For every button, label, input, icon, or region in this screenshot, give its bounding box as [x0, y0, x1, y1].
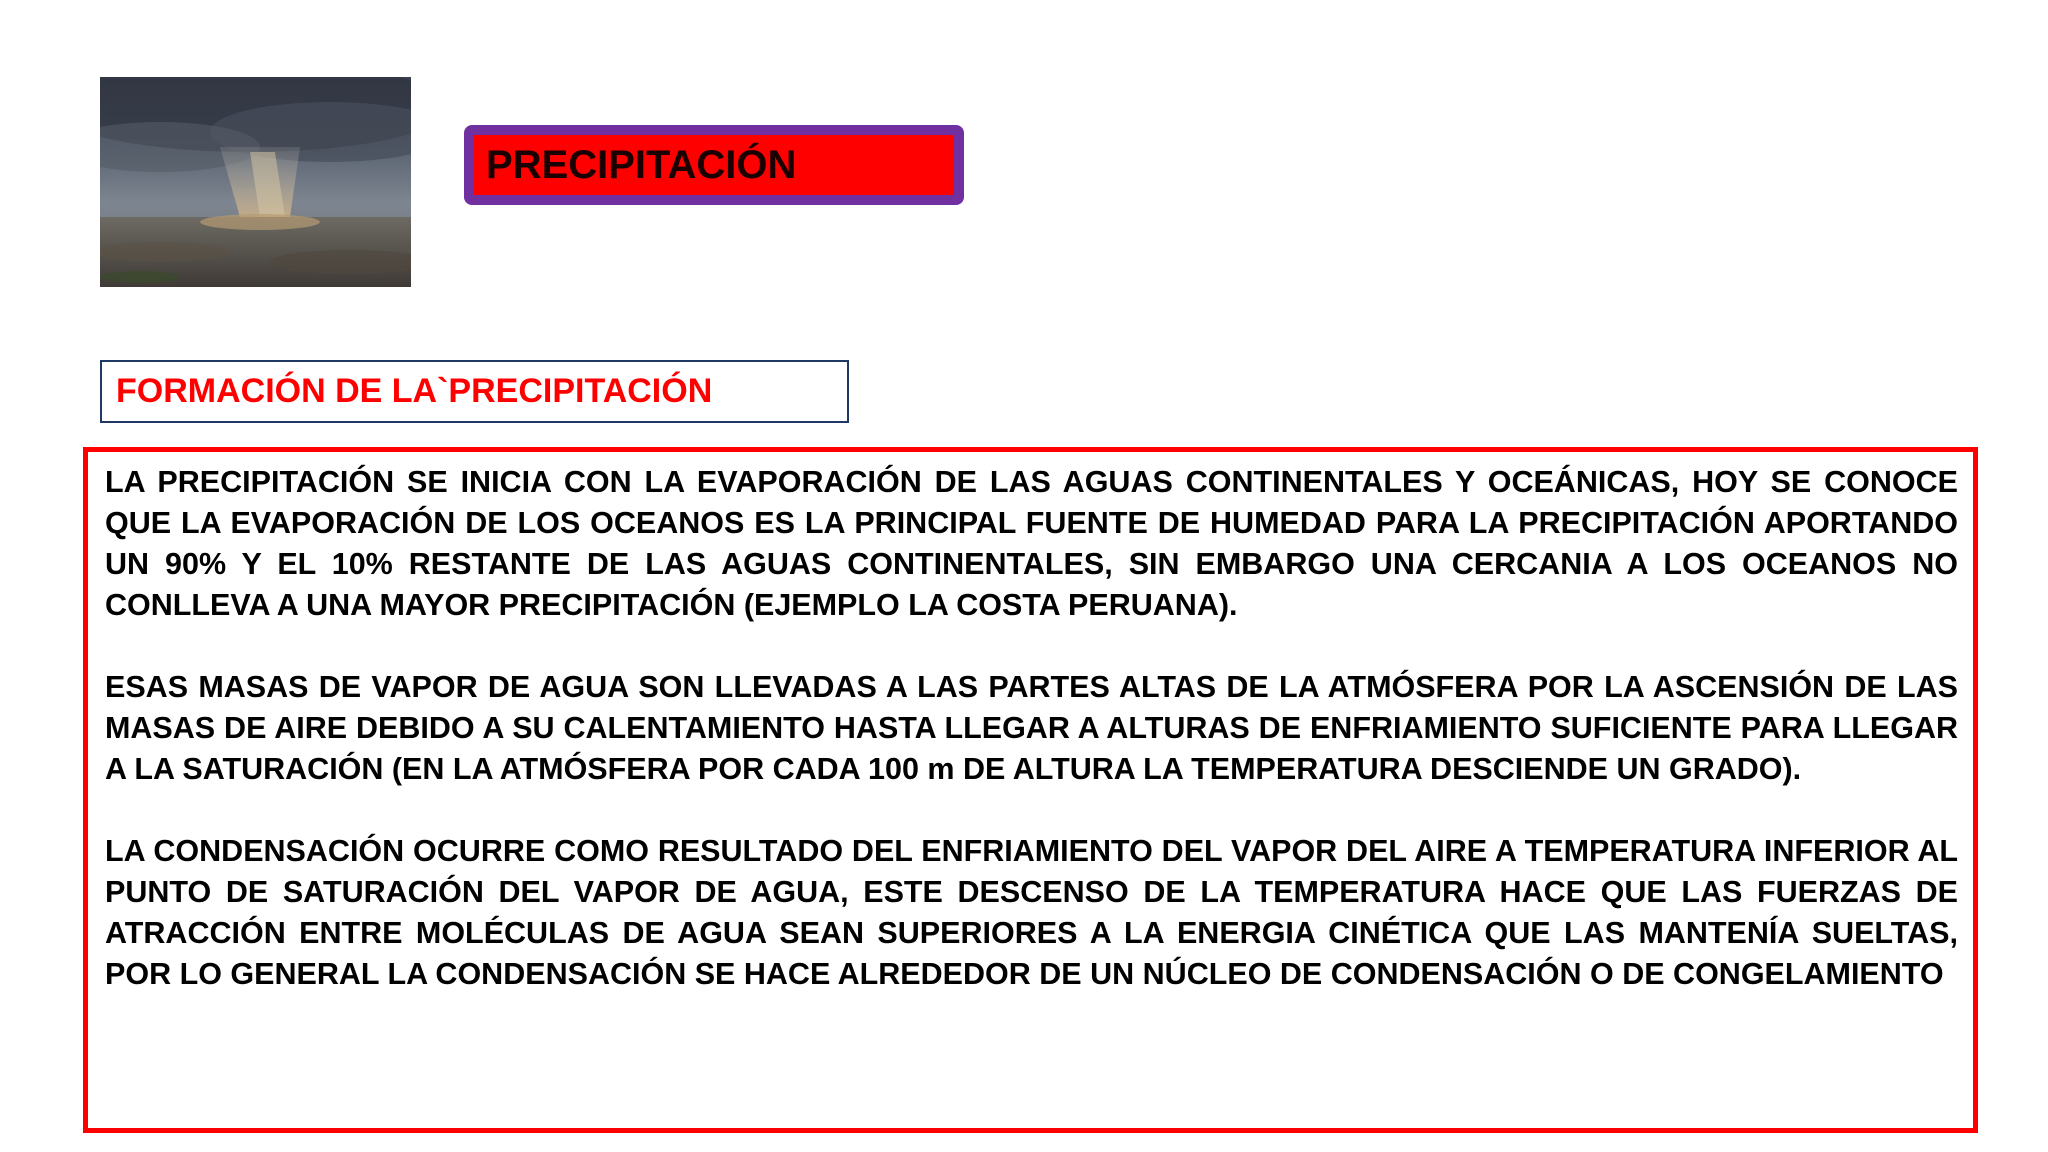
- paragraph-evaporation: LA PRECIPITACIÓN SE INICIA CON LA EVAPORACIÓN DE LAS AGUAS CONTINENTALES Y OCEÁNICAS, HOY SE CONOCE QUE LA EVAPORACIÓN DE LOS OCEANOS ES LA PRINCIPAL FUENTE DE HUMEDAD PARA LA PRECIPITACIÓN APORTANDO UN 90% Y EL 10% RESTANTE DE LAS AGUAS CONTINENTALES, SIN EMBARGO UNA CERCANIA A LOS OCEANOS NO CONLLEVA A UNA MAYOR PRECIPITACIÓN (EJEMPLO LA COSTA PERUANA).: [105, 465, 1958, 622]
- title-frame: [464, 125, 964, 205]
- slide-title: PRECIPITACIÓN: [474, 135, 954, 195]
- section-subtitle: FORMACIÓN DE LA`PRECIPITACIÓN: [100, 360, 849, 423]
- paragraph-ascension: ESAS MASAS DE VAPOR DE AGUA SON LLEVADAS A LAS PARTES ALTAS DE LA ATMÓSFERA POR LA ASCENSIÓN DE LAS MASAS DE AIRE DEBIDO A SU CALENTAMIENTO HASTA LLEGAR A ALTURAS DE ENFRIAMIENTO SUFICIENTE PARA LLEGAR A LA SATURACIÓN (EN LA ATMÓSFERA POR CADA 100 m DE ALTURA LA TEMPERATURA DESCIENDE UN GRADO).: [105, 670, 1958, 786]
- paragraph-condensation: LA CONDENSACIÓN OCURRE COMO RESULTADO DEL ENFRIAMIENTO DEL VAPOR DEL AIRE A TEMPERATURA INFERIOR AL PUNTO DE SATURACIÓN DEL VAPOR DE AGUA, ESTE DESCENSO DE LA TEMPERATURA HACE QUE LAS FUERZAS DE ATRACCIÓN ENTRE MOLÉCULAS DE AGUA SEAN SUPERIORES A LA ENERGIA CINÉTICA QUE LAS MANTENÍA SUELTAS, POR LO GENERAL LA CONDENSACIÓN SE HACE ALREDEDOR DE UN NÚCLEO DE CONDENSACIÓN O DE CONGELAMIENTO: [105, 834, 1958, 991]
- body-text-box: [83, 447, 1978, 1133]
- rain-storm-photo: [100, 77, 411, 287]
